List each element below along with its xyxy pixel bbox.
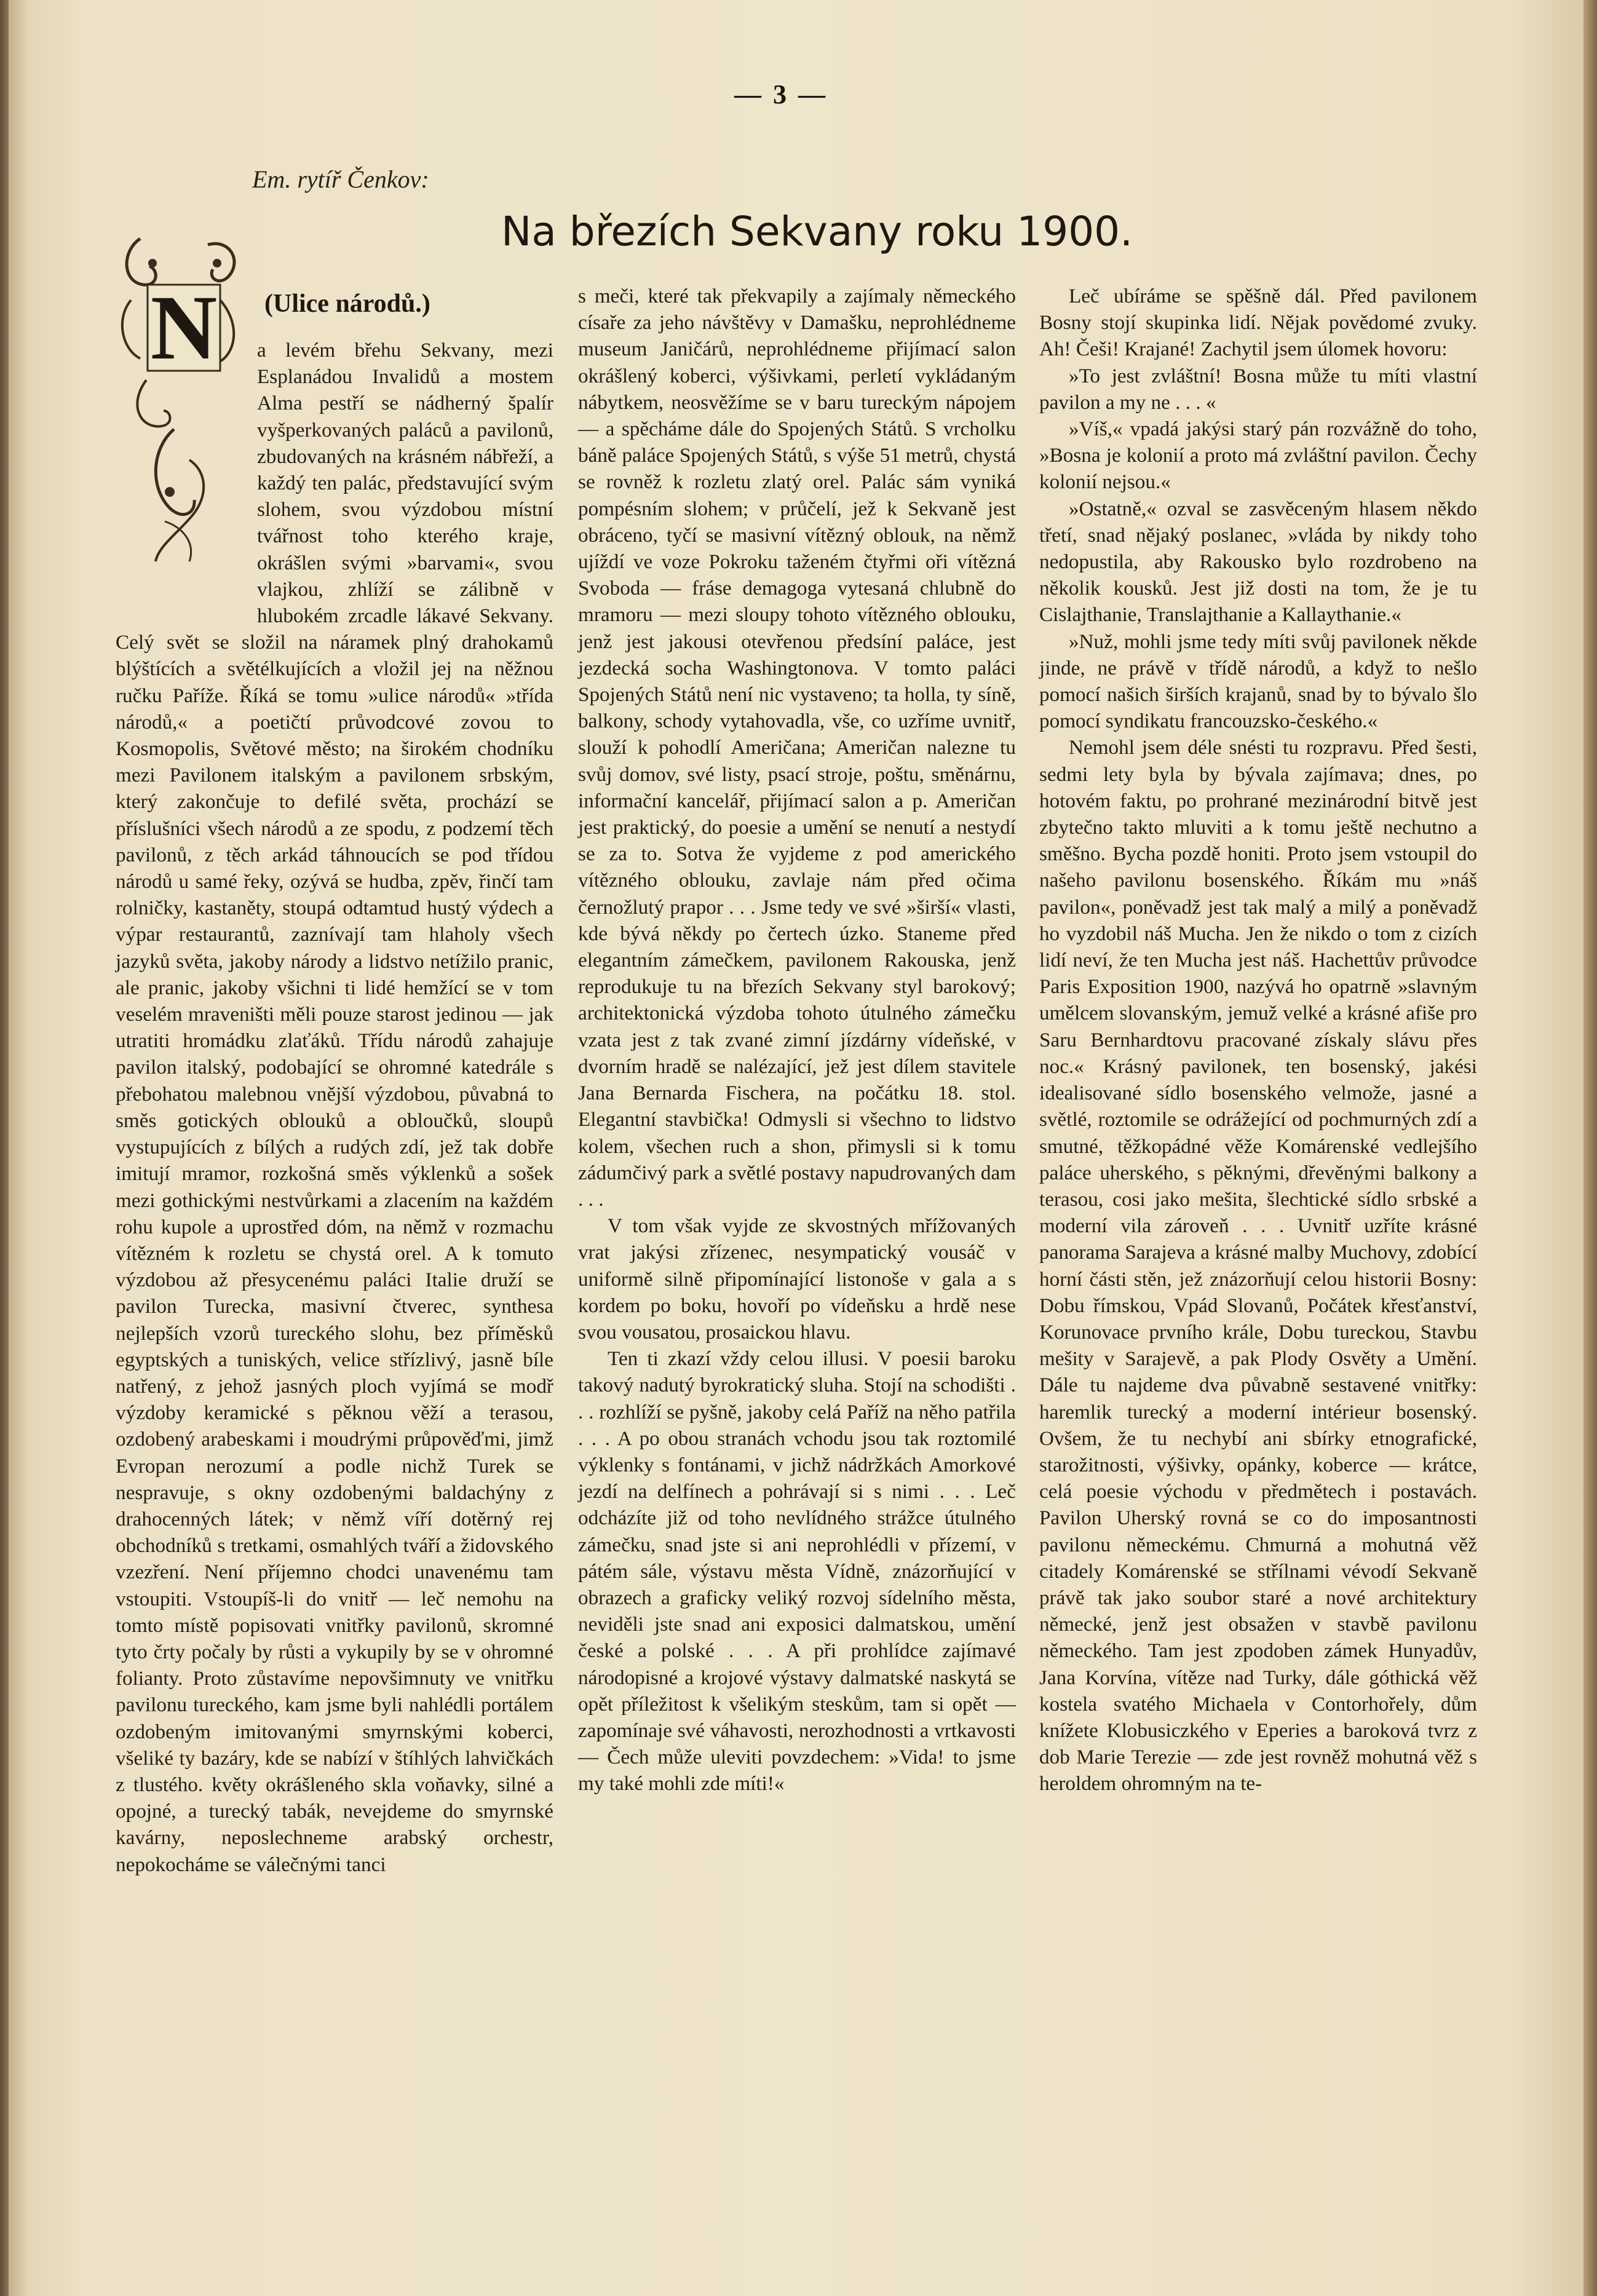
paragraph: Nemohl jsem déle snésti tu rozpravu. Před šesti, sedmi lety byla by bývala zajímava; dnes, po hotovém faktu, po prohrané mezinárodní bitvě jest zbytečno takto mluviti a k tomu ještě nechutno a směšno. Bycha pozdě honiti. Proto jsem vstoupil do našeho pavilonu bosenského. Říkám mu »náš pavilon«, poněvadž jest tak malý a milý a poněvadž ho vyzdobil náš Mucha. Jen že nikdo o tom z cizích lidí neví, že ten Mucha jest náš. Hachettův průvodce Paris Exposition 1900, nazývá ho opatrně »slavným umělcem slovanským, jemuž velké a krásné afiše pro Saru Bernhardtovu pracované získaly slávu přes noc.« Krásný pavilonek, ten bosenský, jakési idealisované sídlo bosenského velmože, jasné a světlé, roztomile se odrážející od pochmurných zdí a smutné, těžkopádné věže Komárenské vedlejšího paláce uherského, s pěknými, dřevěnými balkony a terasou, cosi jako mešita, šlechtické sídlo srbské a moderní vila zároveň . . . Uvnitř uzříte krásné panorama Sarajeva a krásné malby Muchovy, zdobící horní části stěn, jež znázorňují celou historii Bosny: Dobu římskou, Vpád Slovanů, Počátek křesťanství, Korunovace prvního krále, Dobu tureckou, Stavbu mešity v Sarajevě, a pak Plody Osvěty a Umění. Dále tu najdeme dva půvabně sestavené vnitřky: haremlik turecký a moderní intérieur bosenský. Ovšem, že tu nechybí ani sbírky etnografické, starožitnosti, výšivky, opánky, koberce — krátce, celá poesie východu v předmětech i postavách. Pavilon Uherský rovná se co do imposantnosti pavilonu německému. Chmurná a mohutná věž citadely Komárenské se střílnami vévodí Sekvaně právě tak jako soubor staré a nové architektury německé, jenž jest obsažen v stavbě pavilonu německého. Tam jest zpodoben zámek Hunyadův, Jana Korvína, vítěze nad Turky, dále góthická věž kostela svatého Michaela v Contorhořely, dům knížete Klobusiczkého v Eperies a baroková tvrz z dob Marie Terezie — zde jest rovněž mohutná věž s heroldem ohromným na te- <box>1039 736 1477 1795</box>
author-byline: Em. rytíř Čenkov: <box>252 165 429 193</box>
book-spine <box>0 0 9 2296</box>
text-column-2 <box>578 283 1016 1797</box>
paragraph: Leč ubíráme se spěšně dál. Před pavilonem Bosny stojí skupinka lidí. Nějak povědomé zvuky. Ah! Češi! Krajané! Zachytil jsem úlomek hovoru: <box>1039 285 1477 361</box>
paragraph: »Nuž, mohli jsme tedy míti svůj pavilonek někde jinde, ne právě v třídě národů, a když to nešlo pomocí našich širších krajanů, snad by to bývalo šlo pomocí syndikatu francouzsko-českého.« <box>1039 630 1477 733</box>
paragraph: »Ostatně,« ozval se zasvěceným hlasem někdo třetí, snad nějaký poslanec, »vláda by nikdy toho nedopustila, aby Rakousko bylo rozdrobeno na několik kousků. Jest již dosti na tom, že je tu Cislajthanie, Translajthanie a Kallaythanie.« <box>1039 497 1477 627</box>
article-title: Na březích Sekvany roku 1900. <box>501 208 1133 255</box>
text-column-1 <box>116 337 553 1878</box>
paragraph: »Víš,« vpadá jakýsi starý pán rozvážně do toho, »Bosna je kolonií a proto má zvláštní pavilon. Čechy kolonií nejsou.« <box>1039 418 1477 494</box>
paragraph: V tom však vyjde ze skvostných mřížovaných vrat jakýsi zřízenec, nesympatický vousáč v uniformě silně připomínající listonoše v gala a s kordem po boku, hovoří po vídeňsku a hrdě nese svou vousatou, prosaickou hlavu. <box>578 1214 1016 1344</box>
paragraph: s meči, které tak překvapily a zajímaly německého císaře za jeho návštěvy v Damašku, neprohlédneme museum Janičárů, neprohlédneme přijímací salon okrášlený koberci, výšivkami, perletí vykládaným nábytkem, neosvěžíme se v baru tureckým nápojem — a spěcháme dále do Spojených Států. S vrcholku báně paláce Spojených Států, s výše 51 metrů, chystá se rovněž k rozletu zlatý orel. Palác sám vyniká pompésním slohem; v průčelí, jež k Sekvaně jest obráceno, tyčí se masivní vítězný oblouk, na němž ujíždí ve voze Pokroku taženém čtyřmi oři vítězná Svoboda — fráse demagoga vytesaná chlubně do mramoru — mezi sloupy tohoto vítězného oblouku, jenž jest jakousi otevřenou předsíní paláce, jest jezdecká socha Washingtonova. V tomto paláci Spojených Států není nic vystaveno; ta holla, ty síně, balkony, schody vytahovadla, vše, co uzříme uvnitř, slouží k pohodlí Američana; Američan nalezne tu svůj domov, své listy, psací stroje, poštu, směnárnu, informační kancelář, přijímací salon a p. Američan jest praktický, do poesie a umění se nenutí a nestydí se za to. Sotva že vyjdeme z pod amerického vítězného oblouku, zavlaje nám před očima černožlutý prapor . . . Jsme tedy ve své »širší« vlasti, kde bývá někdy po čertech úzko. Staneme před elegantním zámečkem, pavilonem Rakouska, jenž reprodukuje tu na březích Sekvany styl barokový; architektonická výzdoba tohoto útulného zámečku vzata jest z tak zvané zimní jízdárny vídeňské, v dvorním hradě se nalézající, jež jest dílem stavitele Jana Bernarda Fischera, na počátku 18. stol. Elegantní stavbička! Odmysli si všechno to lidstvo kolem, všechen ruch a shon, přimysli si k tomu zádumčivý park a světlé postavy napudrovaných dam . . . <box>578 285 1016 1211</box>
page-edge <box>1583 0 1597 2296</box>
paragraph: »To jest zvláštní! Bosna může tu míti vlastní pavilon a my ne . . . « <box>1039 364 1477 414</box>
paragraph: Ten ti zkazí vždy celou illusi. V poesii baroku takový nadutý byrokratický sluha. Stojí na schodišti . . . rozhlíží se pyšně, jakoby celá Paříž na něho patřila . . . A po obou stranách vchodu jsou tak roztomilé výklenky s fontánami, v jichž nádržkách Amorkové jezdí na delfínech a pohrávají si s nimi . . . Leč odcházíte již od toho nevlídného strážce útulného zámečku, snad jste si ani neprohlédli v přízemí, v pátém sále, výstavu města Vídně, znázorňující v obrazech a graficky veliký rozvoj sídelního města, neviděli jste snad ani exposici dalmatskou, umění české a polské . . . A při prohlídce zajímavé národopisné a krojové výstavy dalmatské naskytá se opět příležitost k všelikým steskům, tam si opět — zapomínaje své váhavosti, nerozhodnosti a vrtkavosti — Čech může uleviti povzdechem: »Vida! to jsme my také mohli zde míti!« <box>578 1347 1016 1795</box>
paragraph: a levém břehu Sekvany, mezi Esplanádou Invalidů a mostem Alma pestří se nádherný špalír vyšperkovaných paláců a pavilonů, zbudovaných na krásném nábřeží, a každý ten palác, představující svým slohem, svou výzdobou místní tvářnost toho kterého kraje, okrášlen svými »barvami«, svou vlajkou, zhlíží se zálibně v hlubokém zrcadle lákavé Sekvany. Celý svět se složil na náramek plný drahokamů blýštících a světélkujících a vložil jej na něžnou ručku Paříže. Říká se tomu »ulice národů« »třída národů,« a poetičtí průvodcové zovou to Kosmopolis, Světové město; na širokém chodníku mezi Pavilonem italským a pavilonem srbským, který zakončuje to defilé světa, prochází se příslušníci všech národů a ze spodu, z podzemí těch pavilonů, z těch arkád táhnoucích se pod třídou národů u samé řeky, ozývá se hudba, zpěv, řinčí tam rolničky, kastaněty, stoupá odtamtud hustý výdech a výpar restaurantů, zaznívají tam hlaholy všech jazyků světa, jakoby národy a lidstvo netížilo pranic, ale pranic, jakoby všichni ti lidé hemžící se v tom veselém mraveništi měli pouze starost jedinou — jak utratiti hromádku zlaťáků. Třídu národů zahajuje pavilon italský, podobající se ohromné katedrále s přebohatou malebnou vnější výzdobou, půvabná to směs gotických oblouků a obloučků, sloupů vystupujících z bílých a rudých zdí, jež tak dobře imitují mramor, rozkošná směs výklenků a sošek mezi gothickými nestvůrkami a zlacením na každém rohu kupole a uprostřed dóm, na němž v rozmachu vítězném k rozletu se chystá orel. A k tomuto výzdobou až přesycenému paláci Italie druží se pavilon Turecka, masivní čtverec, synthesa nejlepších vzorů tureckého slohu, bez příměsků egyptských a tuniských, velice střízlivý, jasně bíle natřený, z jehož jasných ploch vyjímá se modř výzdoby keramické s pěknou věží a terasou, ozdobený arabeskami i moudrými průpověďmi, jimž Evropan nerozumí a podle nichž Turek se nespravuje, s okny ozdobenými baldachýny z drahocenných látek; v němž víří dotěrný rej obchodníků s tretkami, osmahlých tváří a židovského vzezření. Není příjemno chodci unavenému tam vstoupiti. Vstoupíš-li do vnitř — leč nemohu na tomto místě popisovati vnitřky pavilonů, skromné tyto črty počaly by růsti a vykupily by se v ohromné folianty. Proto zůstavíme nepovšimnuty ve vnitřku pavilonu tureckého, kam jsme byli nahlédli portálem ozdobeným imitovanými smyrnskými koberci, všeliké ty bazáry, kde se nabízí v štíhlých lahvičkách z tlustého. květy okrášleného skla voňavky, silné a opojné, a turecký tabák, nevejdeme do smyrnské kavárny, neposlechneme arabský orchestr, nepokocháme se válečnými tanci <box>116 339 553 1876</box>
article-subtitle: (Ulice národů.) <box>264 290 430 318</box>
page-number: — 3 — <box>734 79 828 109</box>
text-column-3 <box>1039 283 1477 1797</box>
initial-letter: N <box>150 277 218 379</box>
